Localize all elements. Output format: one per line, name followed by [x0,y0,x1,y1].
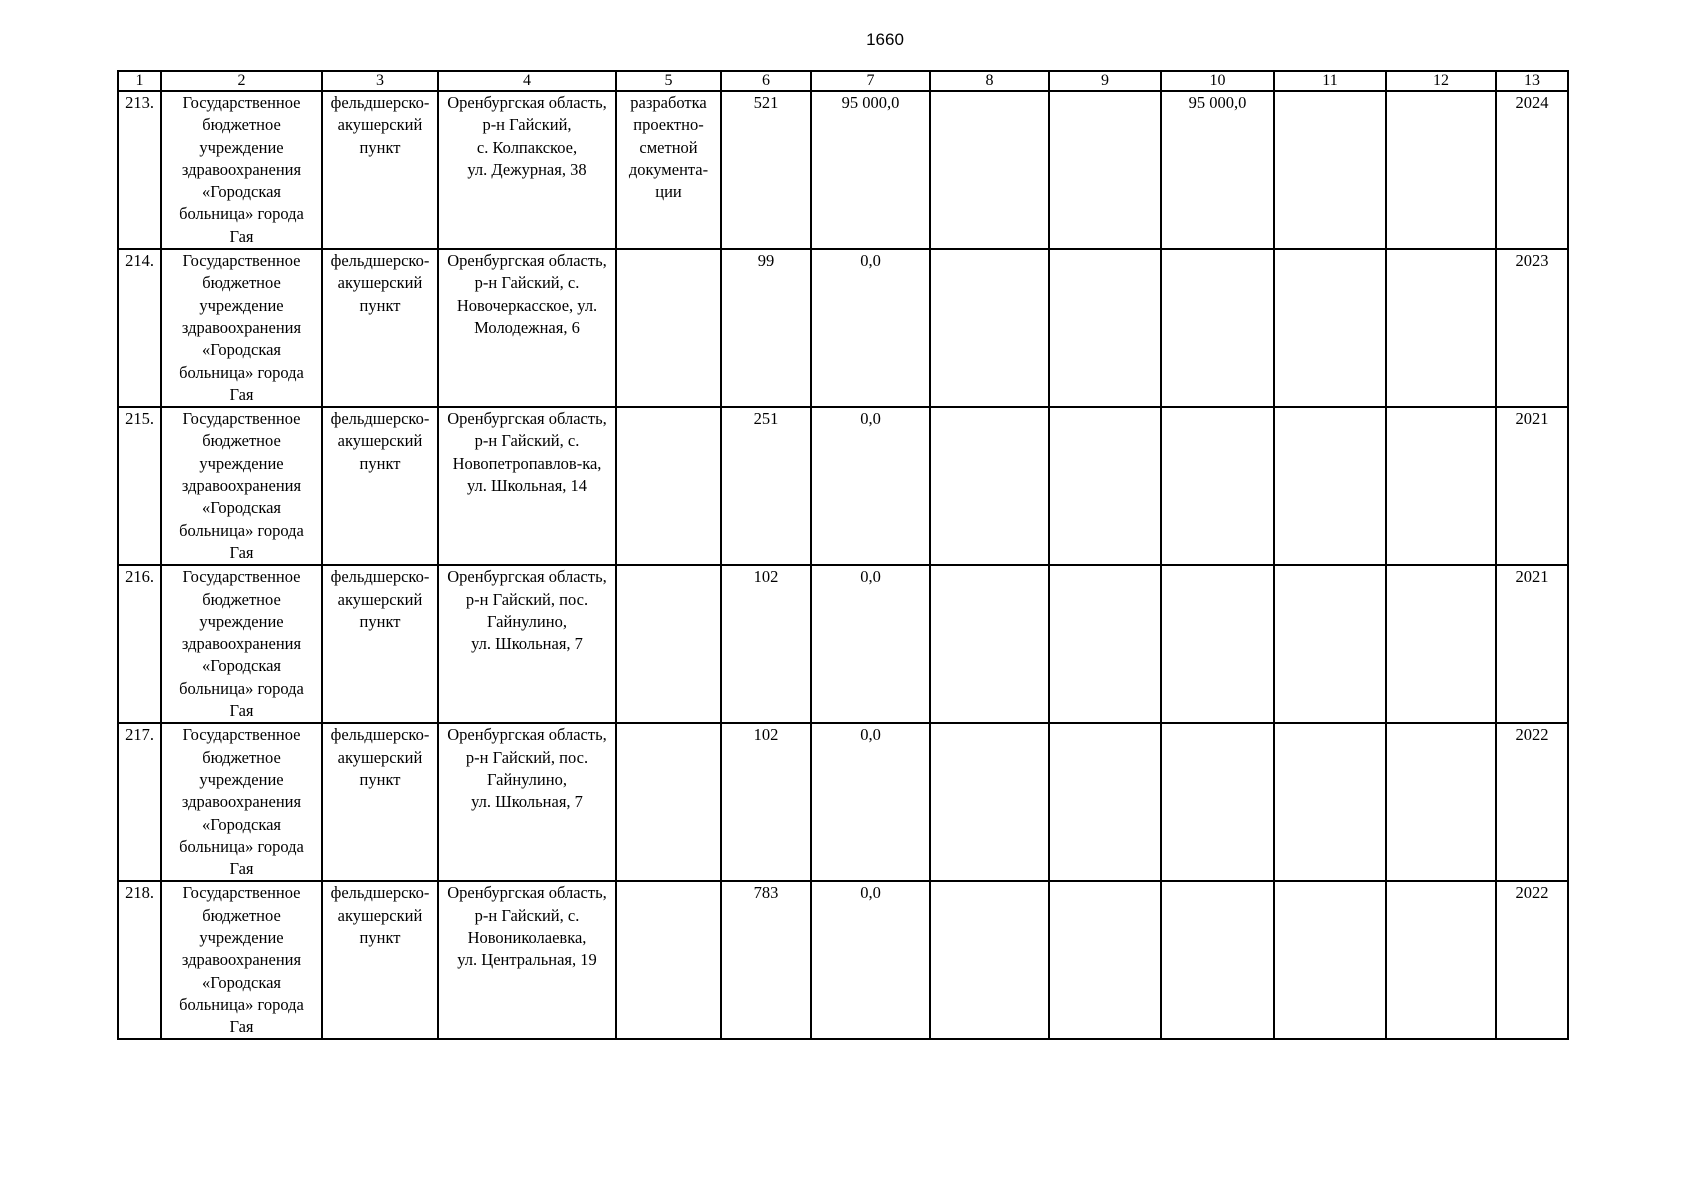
col7-cell: 0,0 [811,565,930,723]
organization-cell [161,723,322,881]
facility-type-text: фельдшерско- акушерский пункт [330,409,430,473]
row-number: 215. [118,407,161,565]
address-cell [438,723,616,881]
col12-cell [1386,565,1496,723]
column-header-2: 2 [161,71,322,91]
col8-cell [930,249,1049,407]
work-type-cell [616,249,721,407]
col6-cell: 99 [721,249,811,407]
col9-cell [1049,407,1161,565]
year-cell: 2021 [1496,407,1568,565]
facility-type-cell [322,249,438,407]
facility-type-text: фельдшерско- акушерский пункт [330,251,430,315]
col12-cell [1386,723,1496,881]
col9-cell [1049,723,1161,881]
table-row [118,565,1568,723]
work-type-cell [616,91,721,249]
row-number: 213. [118,91,161,249]
col11-cell [1274,881,1386,1039]
work-type-cell [616,723,721,881]
table-row [118,91,1568,249]
column-header-5: 5 [616,71,721,91]
year-cell: 2021 [1496,565,1568,723]
column-header-7: 7 [811,71,930,91]
work-type-text: разработка проектно- сметной документа- ции [628,93,709,202]
work-type-cell [616,407,721,565]
col11-cell [1274,249,1386,407]
column-header-1: 1 [118,71,161,91]
organization-cell [161,91,322,249]
organization-cell [161,881,322,1039]
facility-type-text: фельдшерско- акушерский пункт [330,725,430,789]
facility-type-cell [322,407,438,565]
address-text: Оренбургская область, р-н Гайский, пос. Гайнулино, ул. Школьная, 7 [447,725,607,812]
address-cell [438,881,616,1039]
col9-cell [1049,91,1161,249]
year-cell: 2023 [1496,249,1568,407]
column-header-8: 8 [930,71,1049,91]
column-header-6: 6 [721,71,811,91]
col9-cell [1049,249,1161,407]
col10-cell [1161,565,1274,723]
col9-cell [1049,565,1161,723]
organization-cell [161,565,322,723]
organization-text: Государственное бюджетное учреждение здравоохранения «Городская больница» города Гая [179,409,304,562]
year-cell: 2022 [1496,881,1568,1039]
column-header-9: 9 [1049,71,1161,91]
column-header-3: 3 [322,71,438,91]
col8-cell [930,91,1049,249]
col6-cell: 783 [721,881,811,1039]
col7-cell: 95 000,0 [811,91,930,249]
column-header-12: 12 [1386,71,1496,91]
address-cell [438,565,616,723]
facility-type-cell [322,91,438,249]
organization-text: Государственное бюджетное учреждение здравоохранения «Городская больница» города Гая [179,251,304,404]
col9-cell [1049,881,1161,1039]
col6-cell: 521 [721,91,811,249]
year-cell: 2024 [1496,91,1568,249]
col12-cell [1386,249,1496,407]
year-cell: 2022 [1496,723,1568,881]
header-row [118,71,1568,91]
column-header-10: 10 [1161,71,1274,91]
col8-cell [930,881,1049,1039]
address-cell [438,407,616,565]
page-number: 1660 [866,30,904,49]
facility-type-text: фельдшерско- акушерский пункт [330,567,430,631]
address-cell [438,91,616,249]
organization-text: Государственное бюджетное учреждение здравоохранения «Городская больница» города Гая [179,567,304,721]
address-text: Оренбургская область, р-н Гайский, с. Колпакское, ул. Дежурная, 38 [447,93,607,179]
col10-cell [1161,723,1274,881]
table-row [118,881,1568,1039]
column-header-11: 11 [1274,71,1386,91]
col7-cell: 0,0 [811,407,930,565]
organization-text: Государственное бюджетное учреждение здравоохранения «Городская больница» города Гая [179,725,304,879]
data-table [117,70,1569,1040]
col11-cell [1274,407,1386,565]
work-type-cell [616,881,721,1039]
col7-cell: 0,0 [811,881,930,1039]
column-header-4: 4 [438,71,616,91]
address-text: Оренбургская область, р-н Гайский, пос. Гайнулино, ул. Школьная, 7 [447,567,607,654]
row-number: 214. [118,249,161,407]
col11-cell [1274,723,1386,881]
col6-cell: 102 [721,565,811,723]
work-type-cell [616,565,721,723]
organization-text: Государственное бюджетное учреждение здравоохранения «Городская больница» города Гая [179,93,304,246]
col7-cell: 0,0 [811,723,930,881]
address-text: Оренбургская область, р-н Гайский, с. Новониколаевка, ул. Центральная, 19 [447,883,607,970]
col10-cell [1161,881,1274,1039]
col8-cell [930,565,1049,723]
col10-cell: 95 000,0 [1161,91,1274,249]
table-row [118,249,1568,407]
col11-cell [1274,565,1386,723]
row-number: 218. [118,881,161,1039]
row-number: 217. [118,723,161,881]
organization-text: Государственное бюджетное учреждение здравоохранения «Городская больница» города Гая [179,883,304,1037]
table-row [118,723,1568,881]
organization-cell [161,249,322,407]
facility-type-cell [322,881,438,1039]
col12-cell [1386,881,1496,1039]
col11-cell [1274,91,1386,249]
col10-cell [1161,407,1274,565]
col10-cell [1161,249,1274,407]
table-row [118,407,1568,565]
column-header-13: 13 [1496,71,1568,91]
facility-type-text: фельдшерско- акушерский пункт [330,883,430,947]
col7-cell: 0,0 [811,249,930,407]
organization-cell [161,407,322,565]
col8-cell [930,723,1049,881]
col12-cell [1386,407,1496,565]
row-number: 216. [118,565,161,723]
col6-cell: 251 [721,407,811,565]
facility-type-cell [322,565,438,723]
address-text: Оренбургская область, р-н Гайский, с. Новопетропавлов-ка, ул. Школьная, 14 [447,409,607,496]
facility-type-text: фельдшерско- акушерский пункт [330,93,430,157]
col8-cell [930,407,1049,565]
col6-cell: 102 [721,723,811,881]
address-text: Оренбургская область, р-н Гайский, с. Новочеркасское, ул. Молодежная, 6 [447,251,607,337]
facility-type-cell [322,723,438,881]
address-cell [438,249,616,407]
col12-cell [1386,91,1496,249]
